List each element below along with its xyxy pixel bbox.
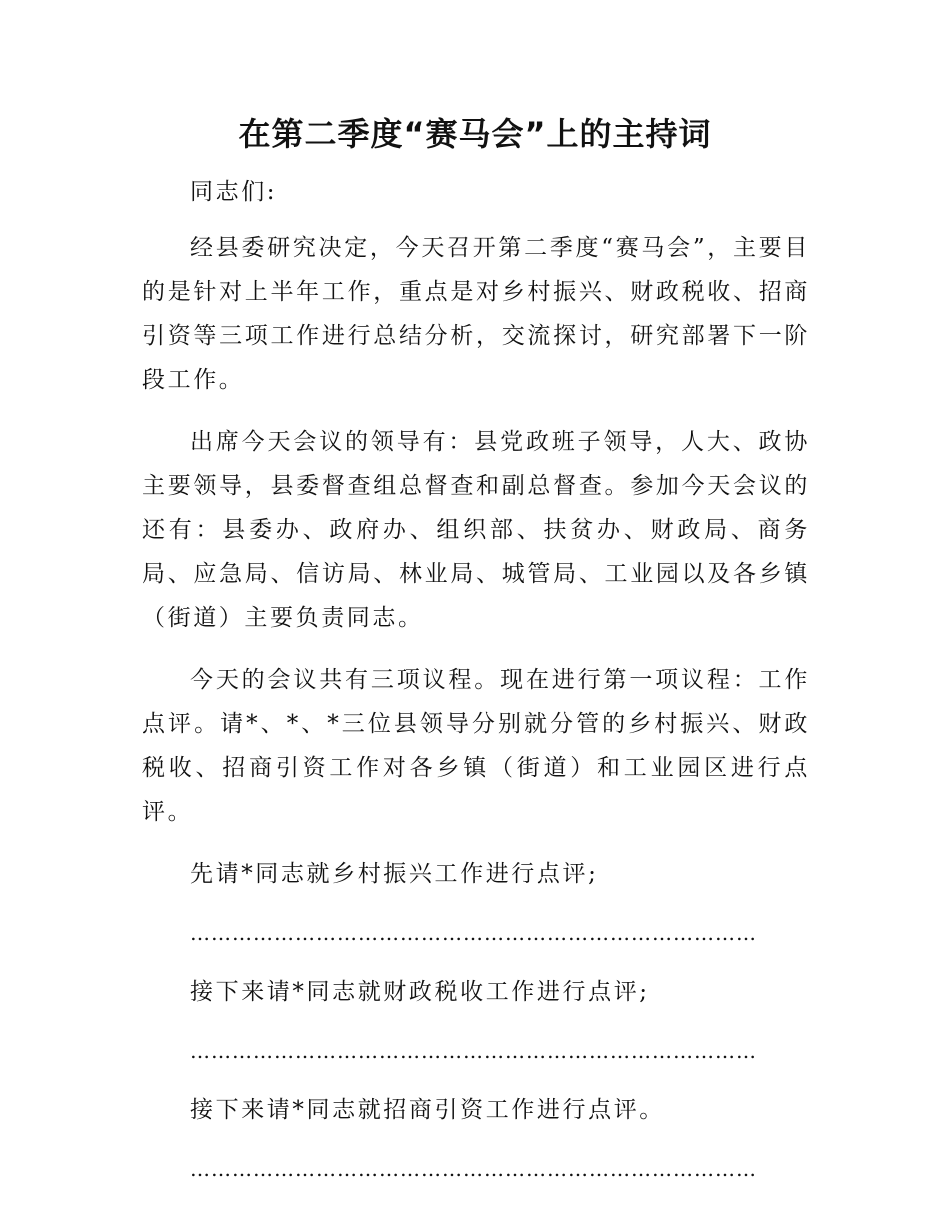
item-rural-revitalization: 先请*同志就乡村振兴工作进行点评;: [190, 861, 599, 887]
paragraph-attendees: 出席今天会议的领导有：县党政班子领导，人大、政协主要领导，县委督查组总督查和副总督查。参加今天会议的还有：县委办、政府办、组织部、扶贫办、财政局、商务局、应急局、信访局、林业局、城管局、工业园以及各乡镇（街道）主要负责同志。: [142, 429, 810, 631]
ellipsis-line: ………………………………………………………………………: [190, 921, 757, 945]
document-body: [142, 170, 810, 1206]
item-fiscal-tax: 接下来请*同志就财政税收工作进行点评;: [190, 979, 650, 1005]
paragraph-purpose: 经县委研究决定，今天召开第二季度“赛马会”，主要目的是针对上半年工作，重点是对乡村振兴、财政税收、招商引资等三项工作进行总结分析，交流探讨，研究部署下一阶段工作。: [142, 235, 810, 393]
ellipsis-line: ………………………………………………………………………: [190, 1039, 757, 1063]
paragraph-agenda: 今天的会议共有三项议程。现在进行第一项议程：工作点评。请*、*、*三位县领导分别就分管的乡村振兴、财政税收、招商引资工作对各乡镇（街道）和工业园区进行点评。: [142, 667, 810, 825]
greeting: 同志们:: [190, 179, 278, 205]
ellipsis-line: ………………………………………………………………………: [190, 1157, 757, 1181]
document-title: 在第二季度“赛马会”上的主持词: [238, 115, 712, 153]
item-investment: 接下来请*同志就招商引资工作进行点评。: [190, 1097, 665, 1123]
